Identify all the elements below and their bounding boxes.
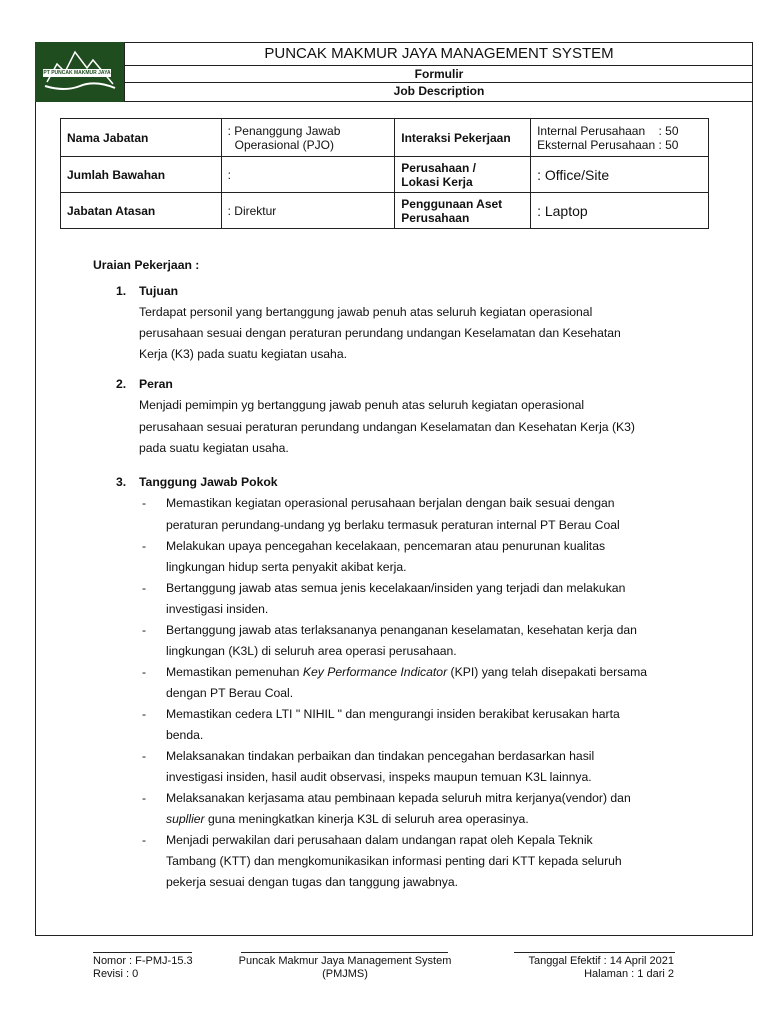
list-item: investigasi insiden.	[166, 602, 269, 616]
footer-tanggal: Tanggal Efektif : 14 April 2021	[528, 955, 674, 967]
list-item	[166, 665, 647, 679]
list-item: pekerja sesuai dengan tugas dan tanggung jawabnya.	[166, 875, 459, 889]
paragraph-line: perusahaan sesuai dengan peraturan perundang undangan Keselamatan dan Kesehatan	[139, 326, 621, 340]
table-row	[61, 193, 709, 229]
interaksi-value	[531, 119, 709, 157]
supplier-italic-text: supllier	[166, 812, 205, 826]
jumlah-bawahan-label: Jumlah Bawahan	[61, 157, 222, 193]
aset-label-line2: Perusahaan	[401, 210, 470, 225]
footer-halaman: Halaman : 1 dari 2	[584, 968, 674, 980]
list-text: (KPI) yang telah disepakati bersama	[447, 665, 648, 679]
paragraph-line: Menjadi pemimpin yg bertanggung jawab penuh atas seluruh kegiatan operasional	[139, 398, 585, 412]
nama-jabatan-value	[221, 119, 395, 157]
list-item: lingkungan (K3L) di seluruh area operasi perusahaan.	[166, 644, 457, 658]
paragraph-line: pada suatu kegiatan usaha.	[139, 441, 289, 455]
bullet-dash: -	[142, 749, 147, 763]
list-item	[166, 812, 529, 826]
interaksi-label: Interaksi Pekerjaan	[395, 119, 531, 157]
jumlah-bawahan-value: :	[221, 157, 395, 193]
list-item: Menjadi perwakilan dari perusahaan dalam undangan rapat oleh Kepala Teknik	[166, 833, 593, 847]
form-label: Formulir	[125, 66, 753, 83]
list-item: investigasi insiden, hasil audit observasi, inspeks maupun temuan K3L lainnya.	[166, 770, 592, 784]
document-title: Job Description	[125, 83, 753, 102]
footer-system-abbr: (PMJMS)	[322, 968, 368, 980]
document-header	[35, 42, 753, 102]
lokasi-label-line1: Perusahaan /	[401, 160, 476, 175]
section-title-tanggung-jawab: Tanggung Jawab Pokok	[139, 475, 278, 489]
section-number: 1.	[116, 284, 127, 298]
list-item: Memastikan cedera LTI " NIHIL " dan mengurangi insiden berakibat kerusakan harta	[166, 707, 620, 721]
bullet-dash: -	[142, 496, 147, 510]
nama-jabatan-value-line1: : Penanggung Jawab	[227, 123, 341, 138]
footer-divider	[93, 952, 192, 953]
section-number: 2.	[116, 377, 127, 391]
lokasi-label	[395, 157, 531, 193]
footer-nomor: Nomor : F-PMJ-15.3	[93, 955, 193, 967]
nama-jabatan-value-line2: Operasional (PJO)	[234, 137, 334, 152]
paragraph-line: perusahaan sesuai peraturan perundang undangan Keselamatan dan Kesehatan Kerja (K3)	[139, 420, 635, 434]
section-title-tujuan: Tujuan	[139, 284, 179, 298]
list-text: Memastikan pemenuhan	[166, 665, 303, 679]
bullet-dash: -	[142, 707, 147, 721]
kpi-italic-text: Key Performance Indicator	[302, 665, 448, 679]
bullet-dash: -	[142, 791, 147, 805]
list-text: guna meningkatkan kinerja K3L di seluruh area operasinya.	[204, 812, 529, 826]
bullet-dash: -	[142, 539, 147, 553]
nama-jabatan-label: Nama Jabatan	[61, 119, 222, 157]
interaksi-eksternal: Eksternal Perusahaan : 50	[537, 137, 679, 152]
list-item: benda.	[166, 728, 204, 742]
system-title: PUNCAK MAKMUR JAYA MANAGEMENT SYSTEM	[125, 42, 753, 66]
interaksi-internal: Internal Perusahaan : 50	[537, 123, 679, 138]
table-row	[61, 119, 709, 157]
table-row	[61, 157, 709, 193]
bullet-dash: -	[142, 833, 147, 847]
list-item: Melakukan upaya pencegahan kecelakaan, pencemaran atau penurunan kualitas	[166, 539, 606, 553]
uraian-title: Uraian Pekerjaan :	[93, 258, 200, 272]
company-logo	[35, 42, 125, 102]
logo-text: PT PUNCAK MAKMUR JAYA	[43, 70, 111, 76]
footer-divider	[514, 952, 675, 953]
lokasi-value: : Office/Site	[531, 157, 709, 193]
section-number: 3.	[116, 475, 127, 489]
aset-label	[395, 193, 531, 229]
paragraph-line: Kerja (K3) pada suatu kegiatan usaha.	[139, 347, 348, 361]
list-item: Melaksanakan tindakan perbaikan dan tindakan pencegahan berdasarkan hasil	[166, 749, 595, 763]
section-title-peran: Peran	[139, 377, 173, 391]
list-item: peraturan perundang-undang yg berlaku termasuk peraturan internal PT Berau Coal	[166, 518, 620, 532]
jabatan-atasan-value: : Direktur	[221, 193, 395, 229]
list-item: Tambang (KTT) dan mengkomunikasikan informasi penting dari KTT kepada seluruh	[166, 854, 622, 868]
list-item: Melaksanakan kerjasama atau pembinaan kepada seluruh mitra kerjanya(vendor) dan	[166, 791, 631, 805]
list-item: Memastikan kegiatan operasional perusahaan berjalan dengan baik sesuai dengan	[166, 496, 615, 510]
bullet-dash: -	[142, 623, 147, 637]
aset-value: : Laptop	[531, 193, 709, 229]
footer-revisi: Revisi : 0	[93, 968, 139, 980]
footer-system: Puncak Makmur Jaya Management System	[238, 955, 452, 967]
list-item: lingkungan hidup serta penyakit akibat kerja.	[166, 560, 407, 574]
lokasi-label-line2: Lokasi Kerja	[401, 174, 473, 189]
footer-divider	[241, 952, 448, 953]
jabatan-atasan-label: Jabatan Atasan	[61, 193, 222, 229]
aset-label-line1: Penggunaan Aset	[401, 196, 503, 211]
bullet-dash: -	[142, 665, 147, 679]
list-item: Bertanggung jawab atas semua jenis kecelakaan/insiden yang terjadi dan melakukan	[166, 581, 626, 595]
paragraph-line: Terdapat personil yang bertanggung jawab penuh atas seluruh kegiatan operasional	[139, 305, 593, 319]
bullet-dash: -	[142, 581, 147, 595]
list-item: dengan PT Berau Coal.	[166, 686, 294, 700]
list-item: Bertanggung jawab atas terlaksananya penanganan keselamatan, kesehatan kerja dan	[166, 623, 637, 637]
job-info-table	[60, 118, 709, 229]
